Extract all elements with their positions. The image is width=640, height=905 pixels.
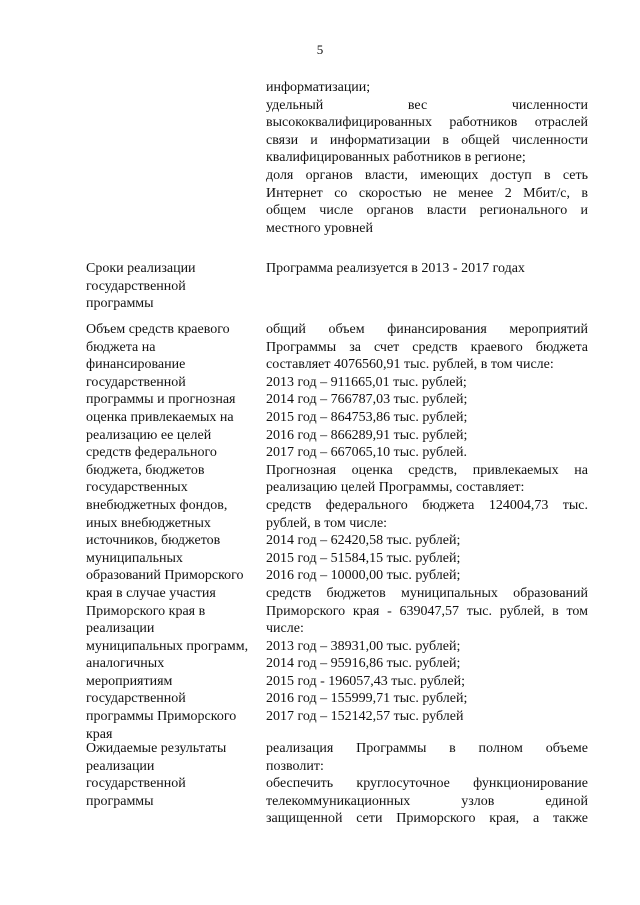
text-line: Интернет со скоростью не менее 2 Мбит/с, в [266,185,588,201]
label-line: государственной [86,776,186,792]
text-line: квалифицированных работников в регионе; [266,150,526,166]
value-line: реализация Программы в полном объеме [266,741,588,756]
label-line: аналогичных [86,656,165,672]
label-line: оценка привлекаемых на [86,409,234,425]
label-line: реализацию ее целей [86,427,212,443]
section-results-value [266,740,588,828]
value-line: 2016 год – 866289,91 тыс. рублей; [266,427,468,443]
label-line: Ожидаемые результаты [86,741,227,756]
label-line: программы и прогнозная [86,392,236,408]
value-line: 2015 год – 864753,86 тыс. рублей; [266,409,468,425]
text-line: общем числе органов власти регионального и [266,203,588,219]
section-terms-label [86,260,258,313]
label-line: финансирование [86,357,186,373]
value-line: 2013 год – 911665,01 тыс. рублей; [266,374,467,390]
value-line: общий объем финансирования мероприятий [266,322,588,337]
label-line: реализации [86,621,155,637]
label-line: государственной [86,278,186,294]
label-line: Объем средств краевого [86,322,230,337]
value-line: Программы за счет средств краевого бюджета [266,339,588,355]
value-line: 2015 год – 51584,15 тыс. рублей; [266,550,461,566]
text-line: высококвалифицированных работников отраслей [266,115,588,131]
value-line: 2014 год – 95916,86 тыс. рублей; [266,656,461,672]
label-line: программы [86,793,154,809]
label-line: государственных [86,480,188,496]
value-line: 2016 год – 155999,71 тыс. рублей; [266,691,468,707]
text-line: удельный вес численности [266,97,588,113]
label-line: края в случае участия [86,585,216,601]
value-line: защищенной сети Приморского края, а также [266,811,588,827]
value-line: Прогнозная оценка средств, привлекаемых на [266,462,588,478]
label-line: государственной [86,691,186,707]
value-line: средств федерального бюджета 124004,73 тыс. [266,497,588,513]
value-line: средств бюджетов муниципальных образований [266,585,588,601]
label-line: программы Приморского [86,709,237,725]
value-line: числе: [266,621,304,637]
value-line: 2016 год – 10000,00 тыс. рублей; [266,568,461,584]
label-line: бюджета на [86,339,156,355]
label-line: муниципальных [86,550,183,566]
text-line: информатизации; [266,80,371,95]
label-line: реализации [86,758,155,774]
value-line: рублей, в том числе: [266,515,388,531]
value-line: составляет 4076560,91 тыс. рублей, в том числе: [266,357,554,373]
top-block [266,79,588,237]
label-line: края [86,726,113,742]
text-line: связи и информатизации в общей численности [266,132,588,148]
label-line: государственной [86,374,186,390]
label-line: мероприятиям [86,673,173,689]
section-funding-label [86,321,258,743]
label-line: внебюджетных фондов, [86,497,228,513]
text-line: доля органов власти, имеющих доступ в сеть [266,167,588,183]
value-line: обеспечить круглосуточное функционирование [266,776,588,792]
value-line: 2014 год – 62420,58 тыс. рублей; [266,533,461,549]
label-line: средств федерального [86,445,217,461]
page-number: 5 [316,42,324,57]
label-line: образований Приморского [86,568,244,584]
value-line: телекоммуникационных узлов единой [266,793,588,809]
text-line: местного уровней [266,220,373,236]
value-line: 2017 год – 667065,10 тыс. рублей. [266,445,467,461]
value-line: 2013 год – 38931,00 тыс. рублей; [266,638,461,654]
value-line: 2015 год - 196057,43 тыс. рублей; [266,673,466,689]
value-line: Приморского края - 639047,57 тыс. рублей, в том [266,603,588,619]
label-line: Сроки реализации [86,261,196,276]
label-line: Приморского края в [86,603,206,619]
label-line: бюджета, бюджетов [86,462,205,478]
value-line: 2014 год – 766787,03 тыс. рублей; [266,392,468,408]
value-line: Программа реализуется в 2013 - 2017 годах [266,261,525,276]
section-results-label [86,740,258,810]
section-funding-value [266,321,588,726]
label-line: муниципальных программ, [86,638,249,654]
value-line: реализацию целей Программы, составляет: [266,480,525,496]
label-line: источников, бюджетов [86,533,221,549]
label-line: иных внебюджетных [86,515,211,531]
value-line: позволит: [266,758,324,774]
section-terms-value [266,260,588,278]
label-line: программы [86,296,154,312]
value-line: 2017 год – 152142,57 тыс. рублей [266,709,464,725]
